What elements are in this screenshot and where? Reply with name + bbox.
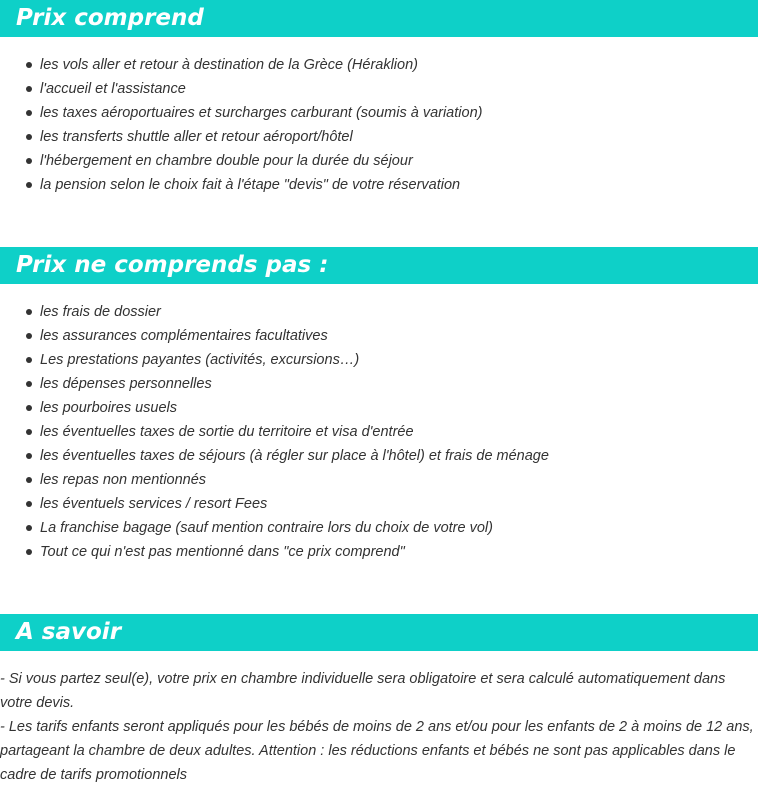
list-item: les repas non mentionnés	[0, 468, 549, 492]
section-header-a-savoir	[0, 614, 758, 651]
bullet-icon	[26, 86, 32, 92]
list-item: l'accueil et l'assistance	[0, 77, 482, 101]
bullet-icon	[26, 182, 32, 188]
bullet-icon	[26, 309, 32, 315]
bullet-icon	[26, 158, 32, 164]
excluded-list	[0, 300, 549, 564]
section-title: Prix comprend	[16, 5, 204, 31]
bullet-icon	[26, 110, 32, 116]
paragraph: - Les tarifs enfants seront appliqués pour les bébés de moins de 2 ans et/ou pour les enfants de 2 à moins de 12 ans, partageant la chambre de deux adultes. Attention : les réductions enfants et bébés ne sont pas applicables dans le cadre de tarifs promotionnels	[0, 719, 754, 783]
bullet-icon	[26, 62, 32, 68]
included-list	[0, 53, 482, 197]
section-header-prix-comprend	[0, 0, 758, 37]
list-item: les transferts shuttle aller et retour aéroport/hôtel	[0, 125, 482, 149]
paragraph: - Si vous partez seul(e), votre prix en chambre individuelle sera obligatoire et sera calculé automatiquement dans votre devis.	[0, 671, 726, 711]
list-item: les vols aller et retour à destination de la Grèce (Héraklion)	[0, 53, 482, 77]
section-title: Prix ne comprends pas :	[16, 252, 329, 278]
list-item: La franchise bagage (sauf mention contraire lors du choix de votre vol)	[0, 516, 549, 540]
list-item: Tout ce qui n'est pas mentionné dans "ce prix comprend"	[0, 540, 549, 564]
bullet-icon	[26, 549, 32, 555]
a-savoir-text	[0, 667, 758, 787]
list-item: Les prestations payantes (activités, excursions…)	[0, 348, 549, 372]
list-item: les éventuels services / resort Fees	[0, 492, 549, 516]
list-item: les assurances complémentaires facultatives	[0, 324, 549, 348]
list-item: les frais de dossier	[0, 300, 549, 324]
list-item: la pension selon le choix fait à l'étape "devis" de votre réservation	[0, 173, 482, 197]
section-title: A savoir	[16, 619, 122, 645]
list-item: les taxes aéroportuaires et surcharges carburant (soumis à variation)	[0, 101, 482, 125]
bullet-icon	[26, 134, 32, 140]
bullet-icon	[26, 525, 32, 531]
list-item: les dépenses personnelles	[0, 372, 549, 396]
section-header-prix-ne-comprend-pas	[0, 247, 758, 284]
bullet-icon	[26, 381, 32, 387]
bullet-icon	[26, 357, 32, 363]
bullet-icon	[26, 333, 32, 339]
bullet-icon	[26, 477, 32, 483]
bullet-icon	[26, 429, 32, 435]
list-item: les éventuelles taxes de séjours (à régler sur place à l'hôtel) et frais de ménage	[0, 444, 549, 468]
list-item: les pourboires usuels	[0, 396, 549, 420]
list-item: l'hébergement en chambre double pour la durée du séjour	[0, 149, 482, 173]
bullet-icon	[26, 453, 32, 459]
list-item: les éventuelles taxes de sortie du territoire et visa d'entrée	[0, 420, 549, 444]
bullet-icon	[26, 501, 32, 507]
bullet-icon	[26, 405, 32, 411]
